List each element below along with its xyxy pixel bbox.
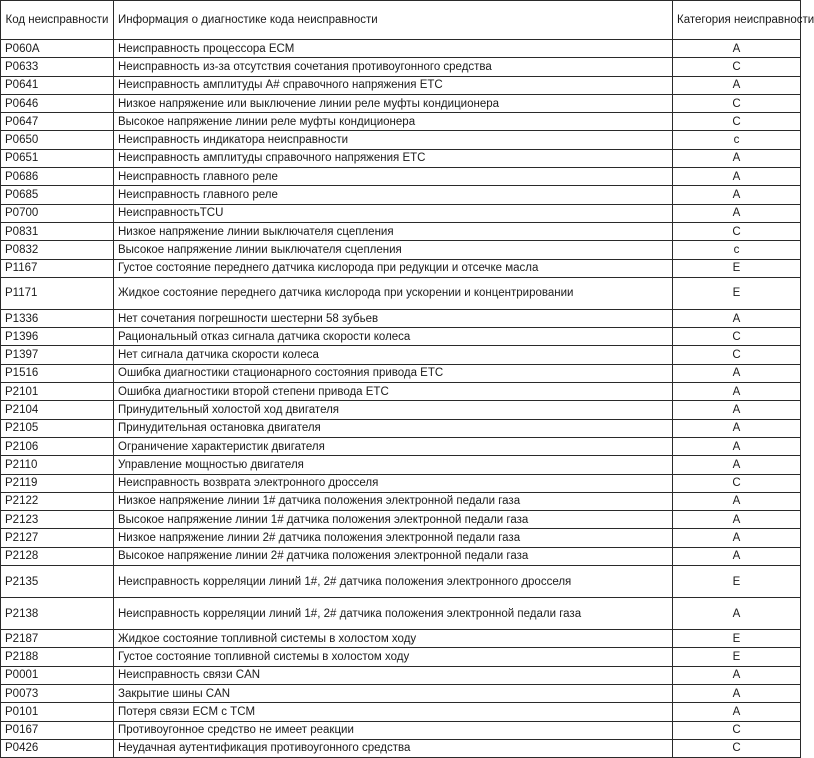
- table-row: [1, 186, 801, 204]
- fault-category: A: [673, 309, 801, 327]
- table-row: [1, 648, 801, 666]
- fault-code: P1171: [1, 277, 114, 309]
- fault-category: E: [673, 630, 801, 648]
- fault-description: Управление мощностью двигателя: [114, 456, 673, 474]
- header-code: Код неисправности: [1, 1, 114, 40]
- fault-category: A: [673, 40, 801, 58]
- fault-code: P2138: [1, 598, 114, 630]
- fault-category: E: [673, 259, 801, 277]
- table-row: [1, 76, 801, 94]
- fault-code: P0650: [1, 131, 114, 149]
- fault-category: C: [673, 346, 801, 364]
- fault-code: P1516: [1, 364, 114, 382]
- table-row: [1, 437, 801, 455]
- fault-code: P0647: [1, 113, 114, 131]
- table-row: [1, 364, 801, 382]
- fault-code: P0101: [1, 703, 114, 721]
- fault-description: Низкое напряжение линии 2# датчика положения электронной педали газа: [114, 529, 673, 547]
- fault-description: Низкое напряжение линии выключателя сцепления: [114, 222, 673, 240]
- fault-category: C: [673, 721, 801, 739]
- fault-category: c: [673, 131, 801, 149]
- table-row: [1, 346, 801, 364]
- fault-code: P1397: [1, 346, 114, 364]
- fault-description: Ограничение характеристик двигателя: [114, 437, 673, 455]
- fault-code: P2188: [1, 648, 114, 666]
- fault-description: Нет сочетания погрешности шестерни 58 зубьев: [114, 309, 673, 327]
- fault-category: A: [673, 401, 801, 419]
- fault-code: P0426: [1, 739, 114, 757]
- fault-description: Неисправность главного реле: [114, 168, 673, 186]
- fault-category: A: [673, 168, 801, 186]
- table-row: [1, 259, 801, 277]
- fault-code: P0167: [1, 721, 114, 739]
- table-row: [1, 684, 801, 702]
- table-row: [1, 419, 801, 437]
- table-row: [1, 204, 801, 222]
- fault-code: P2104: [1, 401, 114, 419]
- fault-description: Потеря связи ECM с TCM: [114, 703, 673, 721]
- fault-code: P2187: [1, 630, 114, 648]
- fault-code: P2122: [1, 492, 114, 510]
- table-row: [1, 94, 801, 112]
- table-row: [1, 277, 801, 309]
- fault-code: P0685: [1, 186, 114, 204]
- fault-category: A: [673, 547, 801, 565]
- header-info: Информация о диагностике кода неисправности: [114, 1, 673, 40]
- fault-category: A: [673, 186, 801, 204]
- fault-description: Низкое напряжение линии 1# датчика положения электронной педали газа: [114, 492, 673, 510]
- fault-description: НеисправностьTCU: [114, 204, 673, 222]
- fault-description: Неисправность корреляции линий 1#, 2# датчика положения электронной педали газа: [114, 598, 673, 630]
- fault-code: P0686: [1, 168, 114, 186]
- fault-code: P0651: [1, 149, 114, 167]
- fault-category: A: [673, 598, 801, 630]
- fault-category: A: [673, 149, 801, 167]
- fault-category: c: [673, 241, 801, 259]
- fault-category: C: [673, 94, 801, 112]
- fault-description: Высокое напряжение линии 2# датчика положения электронной педали газа: [114, 547, 673, 565]
- fault-category: C: [673, 739, 801, 757]
- fault-description: Ошибка диагностики стационарного состояния привода ETC: [114, 364, 673, 382]
- fault-description: Высокое напряжение линии выключателя сцепления: [114, 241, 673, 259]
- fault-category: A: [673, 383, 801, 401]
- fault-code: P2101: [1, 383, 114, 401]
- table-row: [1, 40, 801, 58]
- fault-description: Густое состояние переднего датчика кислорода при редукции и отсечке масла: [114, 259, 673, 277]
- table-row: [1, 383, 801, 401]
- fault-description: Густое состояние топливной системы в холостом ходу: [114, 648, 673, 666]
- table-row: [1, 630, 801, 648]
- table-row: [1, 547, 801, 565]
- fault-description: Неисправность связи CAN: [114, 666, 673, 684]
- fault-code: P2106: [1, 437, 114, 455]
- fault-category: C: [673, 58, 801, 76]
- fault-code: P1396: [1, 328, 114, 346]
- fault-code: P2128: [1, 547, 114, 565]
- fault-description: Ошибка диагностики второй степени привода ETC: [114, 383, 673, 401]
- fault-category: C: [673, 328, 801, 346]
- table-row: [1, 168, 801, 186]
- fault-description: Рациональный отказ сигнала датчика скорости колеса: [114, 328, 673, 346]
- table-header-row: [1, 1, 801, 40]
- fault-category: A: [673, 666, 801, 684]
- fault-description: Принудительный холостой ход двигателя: [114, 401, 673, 419]
- table-row: [1, 566, 801, 598]
- fault-code: P0700: [1, 204, 114, 222]
- fault-description: Неудачная аутентификация противоугонного средства: [114, 739, 673, 757]
- header-category: Категория неисправности: [673, 1, 801, 40]
- fault-category: A: [673, 204, 801, 222]
- fault-code: P0831: [1, 222, 114, 240]
- table-row: [1, 666, 801, 684]
- table-body: [1, 40, 801, 758]
- fault-category: A: [673, 456, 801, 474]
- fault-description: Высокое напряжение линии реле муфты кондиционера: [114, 113, 673, 131]
- fault-code: P0633: [1, 58, 114, 76]
- table-row: [1, 598, 801, 630]
- table-row: [1, 529, 801, 547]
- table-row: [1, 401, 801, 419]
- fault-category: A: [673, 703, 801, 721]
- fault-category: A: [673, 419, 801, 437]
- table-row: [1, 131, 801, 149]
- fault-code: P0646: [1, 94, 114, 112]
- fault-code: P2110: [1, 456, 114, 474]
- fault-description: Неисправность индикатора неисправности: [114, 131, 673, 149]
- fault-category: A: [673, 437, 801, 455]
- table-row: [1, 309, 801, 327]
- fault-description: Низкое напряжение или выключение линии реле муфты кондиционера: [114, 94, 673, 112]
- fault-description: Неисправность из-за отсутствия сочетания противоугонного средства: [114, 58, 673, 76]
- fault-category: E: [673, 566, 801, 598]
- fault-description: Противоугонное средство не имеет реакции: [114, 721, 673, 739]
- fault-description: Жидкое состояние переднего датчика кислорода при ускорении и концентрировании: [114, 277, 673, 309]
- fault-category: A: [673, 529, 801, 547]
- fault-category: C: [673, 222, 801, 240]
- fault-code: P2119: [1, 474, 114, 492]
- table-row: [1, 241, 801, 259]
- fault-code: P1167: [1, 259, 114, 277]
- table-row: [1, 149, 801, 167]
- fault-description: Неисправность амплитуды А# справочного напряжения ETC: [114, 76, 673, 94]
- fault-description: Неисправность возврата электронного дросселя: [114, 474, 673, 492]
- fault-category: E: [673, 277, 801, 309]
- fault-description: Неисправность процессора ECM: [114, 40, 673, 58]
- fault-description: Жидкое состояние топливной системы в холостом ходу: [114, 630, 673, 648]
- fault-description: Неисправность главного реле: [114, 186, 673, 204]
- fault-category: A: [673, 492, 801, 510]
- fault-code: P0641: [1, 76, 114, 94]
- fault-code: P1336: [1, 309, 114, 327]
- fault-code: P060A: [1, 40, 114, 58]
- fault-category: C: [673, 474, 801, 492]
- table-row: [1, 58, 801, 76]
- table-row: [1, 113, 801, 131]
- fault-category: A: [673, 364, 801, 382]
- table-row: [1, 721, 801, 739]
- fault-code: P0073: [1, 684, 114, 702]
- fault-code: P2123: [1, 511, 114, 529]
- fault-code: P0832: [1, 241, 114, 259]
- table-row: [1, 328, 801, 346]
- fault-category: A: [673, 76, 801, 94]
- fault-code: P0001: [1, 666, 114, 684]
- fault-code: P2105: [1, 419, 114, 437]
- fault-description: Высокое напряжение линии 1# датчика положения электронной педали газа: [114, 511, 673, 529]
- fault-description: Нет сигнала датчика скорости колеса: [114, 346, 673, 364]
- table-row: [1, 703, 801, 721]
- table-row: [1, 222, 801, 240]
- fault-code: P2135: [1, 566, 114, 598]
- table-row: [1, 456, 801, 474]
- fault-description: Неисправность корреляции линий 1#, 2# датчика положения электронного дросселя: [114, 566, 673, 598]
- fault-description: Закрытие шины CAN: [114, 684, 673, 702]
- fault-category: E: [673, 648, 801, 666]
- fault-description: Принудительная остановка двигателя: [114, 419, 673, 437]
- fault-category: A: [673, 684, 801, 702]
- table-row: [1, 492, 801, 510]
- fault-code: P2127: [1, 529, 114, 547]
- table-row: [1, 511, 801, 529]
- table-row: [1, 739, 801, 757]
- table-row: [1, 474, 801, 492]
- fault-description: Неисправность амплитуды справочного напряжения ETC: [114, 149, 673, 167]
- fault-category: A: [673, 511, 801, 529]
- fault-category: C: [673, 113, 801, 131]
